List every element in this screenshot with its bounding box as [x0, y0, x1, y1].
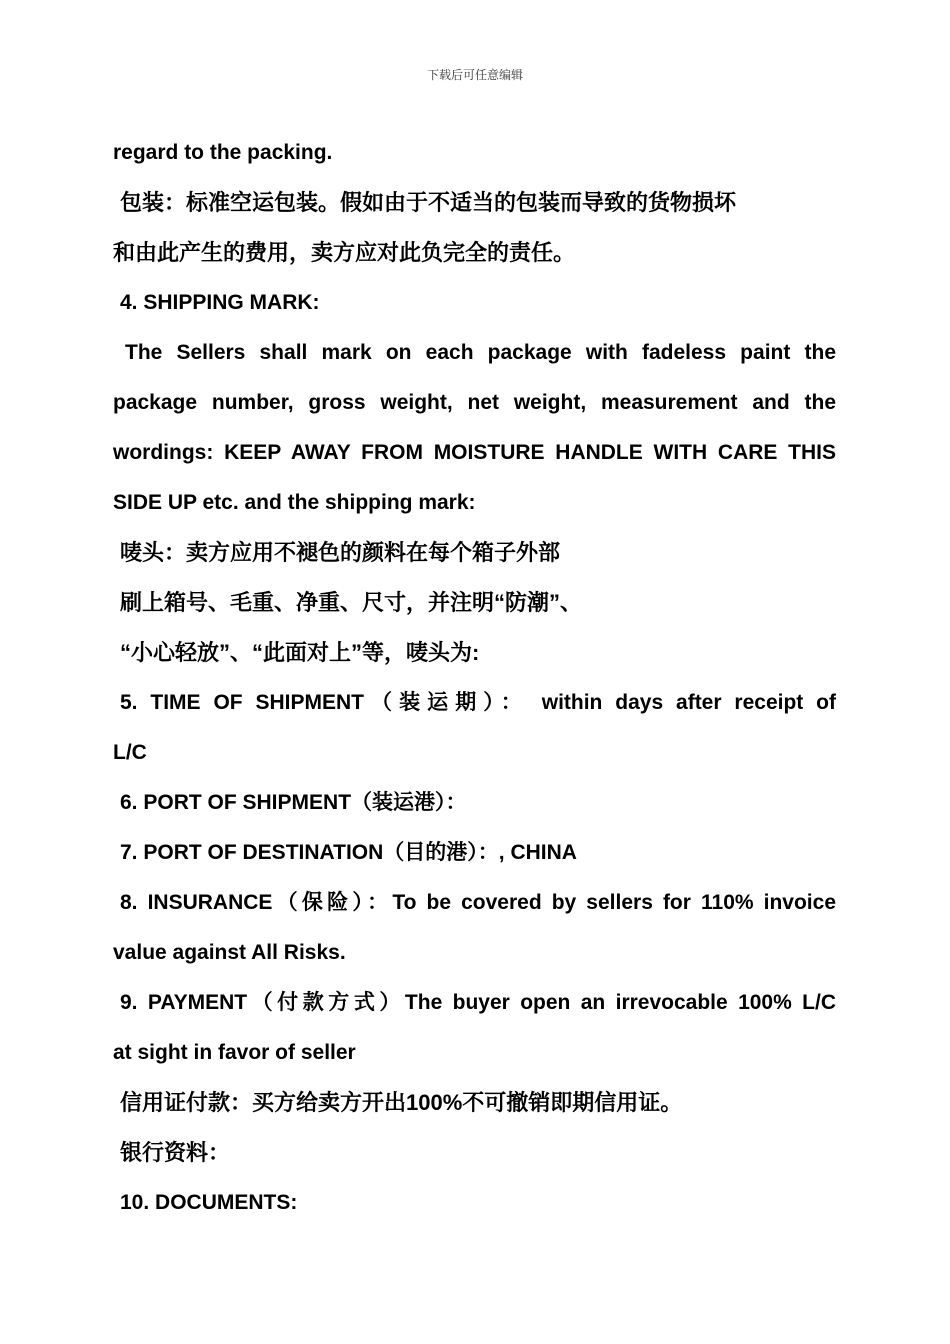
shipping-mark-text-line-2: package number, gross weight, net weight, measurement and the	[113, 391, 836, 414]
section-time-of-shipment: 5. TIME OF SHIPMENT（装运期）： within days after receipt of	[120, 691, 836, 714]
shipping-mark-cn-line-1: 唛头：卖方应用不褪色的颜料在每个箱子外部	[120, 540, 561, 565]
payment-continued: at sight in favor of seller	[113, 1041, 356, 1064]
packing-text-end: regard to the packing.	[113, 141, 333, 164]
payment-cn-line: 信用证付款：买方给卖方开出100%不可撤销即期信用证。	[120, 1090, 683, 1115]
shipping-mark-cn-line-3: “小心轻放”、“此面对上”等，唛头为:	[120, 640, 480, 665]
packing-cn-line-2: 和由此产生的费用，卖方应对此负完全的责任。	[113, 240, 576, 265]
shipping-mark-cn-line-2: 刷上箱号、毛重、净重、尺寸，并注明“防潮”、	[120, 590, 583, 615]
section-documents: 10. DOCUMENTS:	[120, 1191, 298, 1214]
section-port-of-destination: 7. PORT OF DESTINATION（目的港）：, CHINA	[120, 841, 577, 864]
document-body	[113, 128, 836, 1228]
shipping-mark-text-line-1: The Sellers shall mark on each package with fadeless paint the	[125, 341, 836, 364]
section-heading-shipping-mark: 4. SHIPPING MARK:	[120, 291, 320, 314]
section-port-of-shipment: 6. PORT OF SHIPMENT（装运港）：	[120, 791, 467, 814]
insurance-continued: value against All Risks.	[113, 941, 346, 964]
page-header-watermark: 下载后可任意编辑	[426, 68, 523, 82]
shipping-mark-text-line-3: wordings: KEEP AWAY FROM MOISTURE HANDLE WITH CARE THIS	[113, 441, 836, 464]
packing-cn-line-1: 包装：标准空运包装。假如由于不适当的包装而导致的货物损坏	[120, 190, 737, 215]
bank-info-label: 银行资料：	[120, 1140, 231, 1165]
section-insurance: 8. INSURANCE（保险）：To be covered by sellers for 110% invoice	[120, 891, 836, 914]
shipping-mark-text-line-4: SIDE UP etc. and the shipping mark:	[113, 491, 476, 514]
section-payment: 9. PAYMENT（付款方式）The buyer open an irrevocable 100% L/C	[120, 991, 836, 1014]
time-of-shipment-continued: L/C	[113, 741, 147, 764]
